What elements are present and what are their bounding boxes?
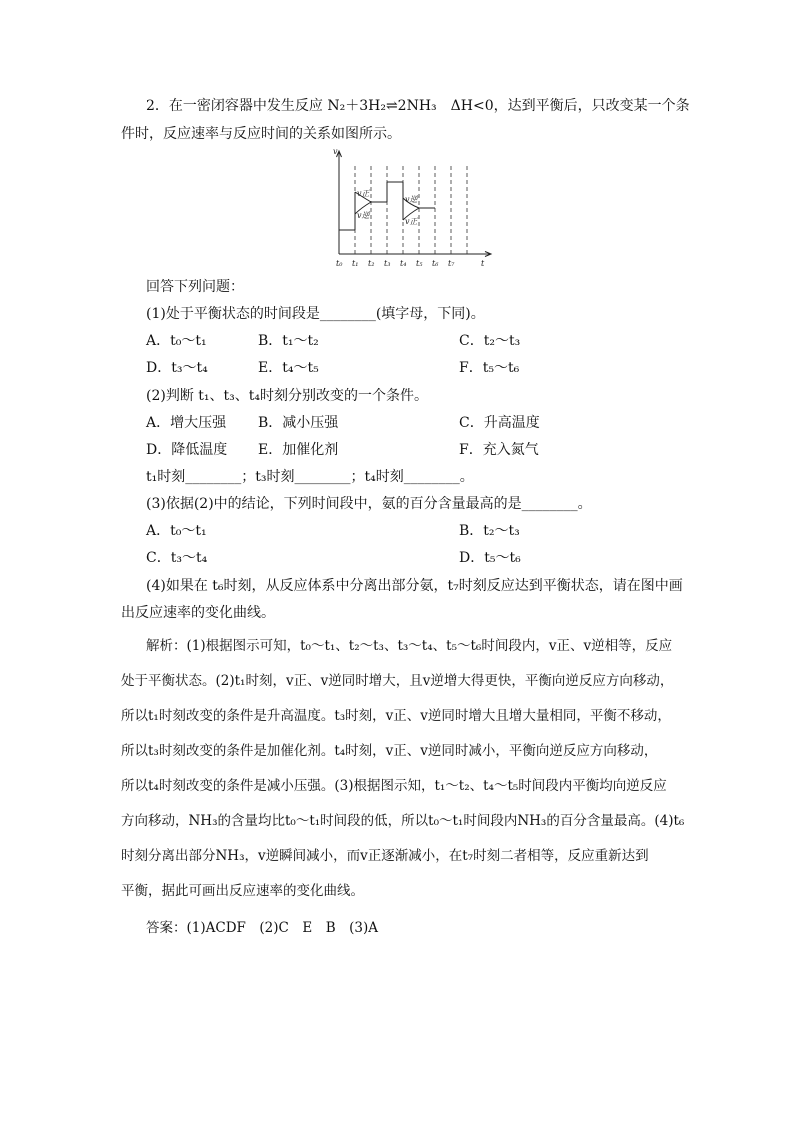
analysis-line-7: 时刻分离出部分NH₃，v逆瞬间减小，而v正逐渐减小，在t₇时刻二者相等，反应重新达到: [121, 848, 649, 864]
q2-option-e: E．加催化剂: [258, 442, 339, 458]
question-line-1: 2．在一密闭容器中发生反应 N₂＋3H₂⇌2NH₃ ΔH<0，达到平衡后，只改变某一个条: [146, 98, 690, 114]
q2-option-f: F．充入氮气: [459, 442, 539, 458]
answer-line: 答案：(1)ACDF (2)C E B (3)A: [146, 920, 378, 936]
analysis-line-2: 处于平衡状态。(2)t₁时刻，v正、v逆同时增大，且v逆增大得更快，平衡向逆反应方向移动，: [121, 673, 674, 689]
tick-label-t3: t₃: [384, 259, 391, 268]
label-v-reverse-1: v逆: [357, 211, 370, 220]
x-axis-label: t: [481, 259, 485, 268]
tick-label-t6: t₆: [432, 259, 439, 268]
q1-option-c: C．t₂～t₃: [459, 333, 521, 349]
q3-option-a: A．t₀～t₁: [146, 523, 207, 539]
q2-option-c: C．升高温度: [459, 415, 540, 431]
question-line-2: 件时，反应速率与反应时间的关系如图所示。: [121, 126, 401, 142]
q1-text: (1)处于平衡状态的时间段是________(填字母，下同)。: [146, 306, 485, 322]
analysis-line-6: 方向移动，NH₃的含量均比t₀～t₁时间段的低，所以t₀～t₁时间段内NH₃的百分含量最高。(4)t₆: [121, 813, 685, 829]
tick-label-t0: t₀: [336, 259, 343, 268]
q4-line-2: 出反应速率的变化曲线。: [121, 605, 275, 621]
q2-fill-blanks: t₁时刻________；t₃时刻________；t₄时刻________。: [146, 469, 474, 485]
q2-option-a: A．增大压强: [146, 415, 227, 431]
tick-label-t2: t₂: [368, 259, 375, 268]
label-v-forward-1: v正: [357, 189, 370, 198]
analysis-line-8: 平衡，据此可画出反应速率的变化曲线。: [121, 883, 364, 899]
sub-intro: 回答下列问题：: [146, 279, 244, 295]
tick-label-t7: t₇: [448, 259, 455, 268]
label-v-reverse-2: v逆: [405, 195, 418, 204]
q2-text: (2)判断 t₁、t₃、t₄时刻分别改变的一个条件。: [146, 388, 428, 404]
q1-option-b: B．t₁～t₂: [258, 333, 319, 349]
y-axis-label: v: [333, 147, 338, 156]
q3-option-b: B．t₂～t₃: [459, 523, 520, 539]
rate-time-chart: [325, 146, 495, 270]
tick-label-t5: t₅: [416, 259, 423, 268]
analysis-line-3: 所以t₁时刻改变的条件是升高温度。t₃时刻，v正、v逆同时增大且增大量相同，平衡不移动，: [121, 708, 671, 724]
q4-line-1: (4)如果在 t₆时刻，从反应体系中分离出部分氨，t₇时刻反应达到平衡状态，请在图中画: [146, 578, 683, 594]
q2-option-d: D．降低温度: [146, 442, 228, 458]
tick-label-t4: t₄: [400, 259, 407, 268]
label-v-forward-2: v正: [405, 217, 418, 226]
tick-label-t1: t₁: [352, 259, 359, 268]
q3-option-c: C．t₃～t₄: [146, 550, 208, 566]
analysis-line-1: 解析：(1)根据图示可知，t₀～t₁、t₂～t₃、t₃～t₄、t₅～t₆时间段内，v正、v逆相等，反应: [146, 638, 673, 654]
analysis-line-5: 所以t₄时刻改变的条件是减小压强。(3)根据图示知，t₁～t₂、t₄～t₅时间段内平衡均向逆反应: [121, 778, 667, 794]
q3-option-d: D．t₅～t₆: [459, 550, 521, 566]
q1-option-a: A．t₀～t₁: [146, 333, 207, 349]
q3-text: (3)依据(2)中的结论，下列时间段中，氨的百分含量最高的是________。: [146, 496, 592, 512]
q1-option-e: E．t₄～t₅: [258, 360, 319, 376]
q1-option-f: F．t₅～t₆: [459, 360, 520, 376]
q1-option-d: D．t₃～t₄: [146, 360, 208, 376]
analysis-line-4: 所以t₃时刻改变的条件是加催化剂。t₄时刻，v正、v逆同时减小，平衡向逆反应方向移动，: [121, 743, 658, 759]
q2-option-b: B．减小压强: [258, 415, 339, 431]
